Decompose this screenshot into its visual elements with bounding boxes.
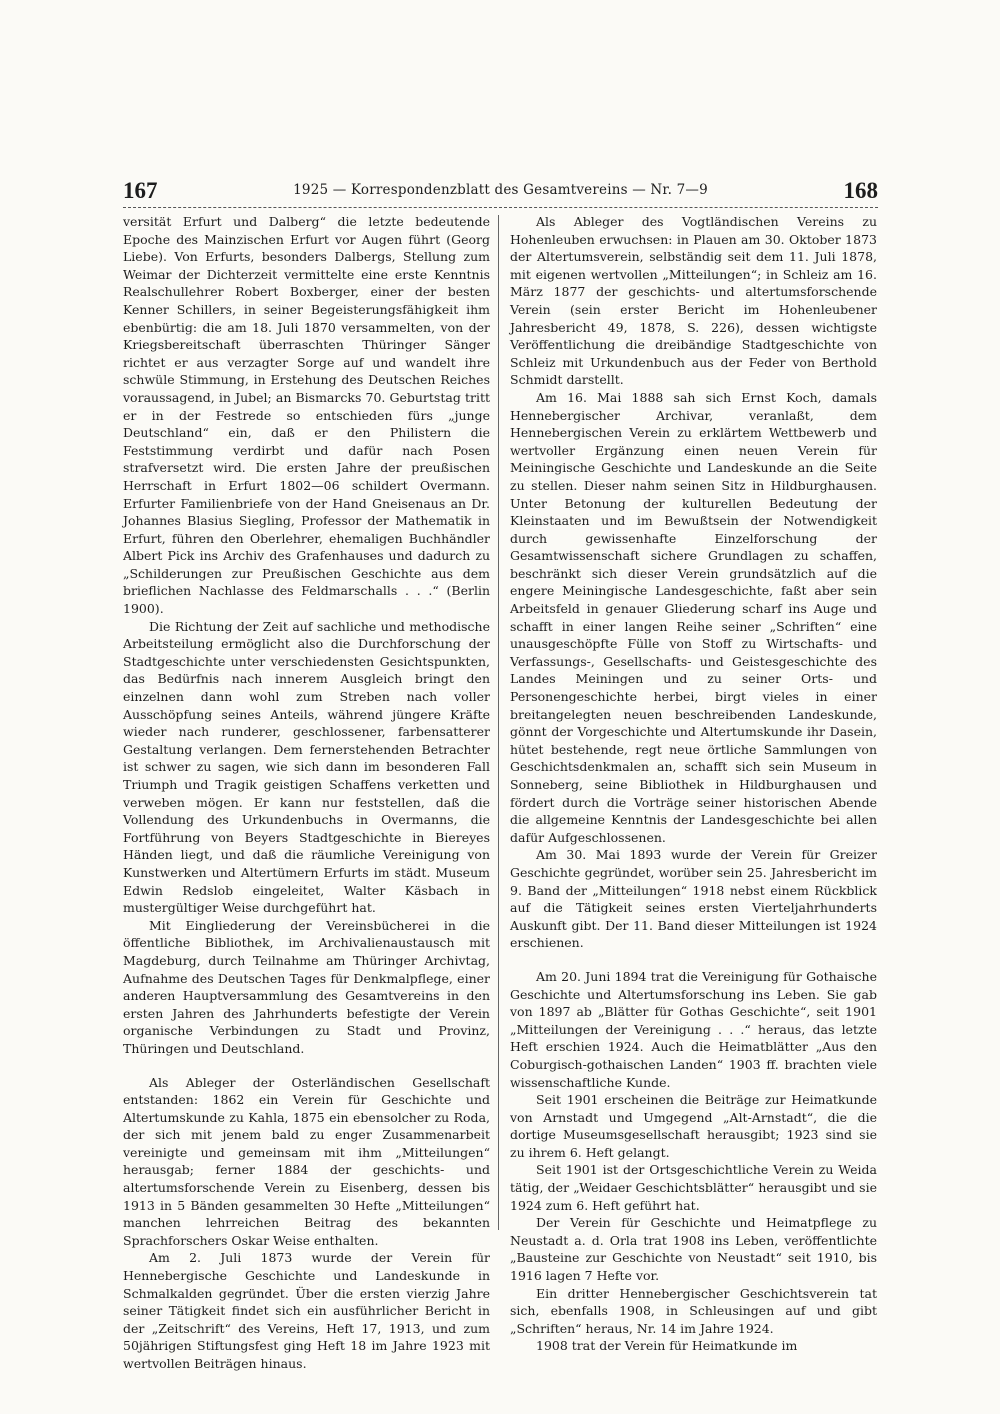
right-column xyxy=(510,213,877,1355)
paragraph: Am 2. Juli 1873 wurde der Verein für Hennebergische Geschichte und Landeskunde in Schmalkalden gegründet. Über die ersten vierzig Jahre seiner Tätigkeit findet sich ein ausführlicher Bericht in der „Zeitschrift“ des Vereins, Heft 17, 1913, und zum 50jährigen Stiftungsfest ging Heft 18 im Jahre 1923 mit wertvollen Beiträgen hinaus. xyxy=(123,1250,490,1371)
paragraph: 1908 trat der Verein für Heimatkunde im xyxy=(536,1338,798,1354)
left-column xyxy=(123,213,490,1373)
journal-running-title: 1925 — Korrespondenzblatt des Gesamtvereins — Nr. 7—9 xyxy=(293,182,708,198)
paragraph: Am 16. Mai 1888 sah sich Ernst Koch, damals Hennebergischer Archivar, veranlaßt, dem Hennebergischen Verein zu erklärtem Wettbewerb und wertvoller Ergänzung einen neuen Verein für Meiningische Geschichte und Landeskunde an die Seite zu stellen. Dieser nahm seinen Sitz in Hildburghausen. Unter Betonung der kulturellen Bedeutung der Kleinstaaten und im Bewußtsein der Notwendigkeit durch gewissenhafte Einzelforschung der Gesamtwissenschaft sichere Grundlagen zu schaffen, beschränkt sich dieser Verein grundsätzlich auf die engere Meiningische Landesgeschichte, faßt aber sein Arbeitsfeld in genauer Gliederung scharf ins Auge und schafft in einer langen Reihe seiner „Schriften“ eine unausgeschöpfte Fülle von Stoff zu Wirtschafts- und Verfassungs-, Gesellschafts- und Geistesgeschichte des Landes Meiningen und zu seiner Orts- und Personengeschichte herbei, birgt vieles in einer breitangelegten neuen beschreibenden Landeskunde, gönnt der Vorgeschichte und Altertumskunde ihr Dasein, hütet bestehende, regt neue örtliche Sammlungen von Geschichtsdenkmalen an, schafft sich sein Museum in Sonneberg, seine Bibliothek in Hildburghausen und fördert durch die Vorträge seiner historischen Abende die allgemeine Kenntnis der Landesgeschichte bei allen dafür Aufgeschlossenen. xyxy=(510,389,877,845)
header-rule xyxy=(123,207,878,208)
paragraph: Seit 1901 erscheinen die Beiträge zur Heimatkunde von Arnstadt und Umgegend „Alt-Arnstadt“, die die dortige Museumsgesellschaft herausgibt; 1923 sind sie zu ihrem 6. Heft gelangt. xyxy=(510,1092,877,1160)
running-header xyxy=(123,176,878,210)
paragraph: versität Erfurt und Dalberg“ die letzte bedeutende Epoche des Mainzischen Erfurt vor Augen führt (Georg Liebe). Von Erfurts, besonders Dalbergs, Stellung zum Weimar der Dichterzeit vermittelte eine erste Kenntnis Realschullehrer Robert Boxberger, einer der besten Kenner Schillers, in seiner Begeisterungsfähigkeit ihm ebenbürtig: die am 18. Juli 1870 versammelten, von der Kriegsbereitschaft überraschten Thüringer Sänger richtet er aus verzagter Sorge auf und wandelt ihre schwüle Stimmung, in Erstehung des Deutschen Reiches voraussagend, in Jubel; an Bismarcks 70. Geburtstag tritt er in der Festrede so entschieden fürs „junge Deutschland“ ein, daß er den Philistern die Feststimmung verdirbt und dafür nach Posen strafversetzt wird. Die ersten Jahre der preußischen Herrschaft in Erfurt 1802—06 schildert Overmann. Erfurter Familienbriefe von der Hand Gneisenaus an Dr. Johannes Blasius Siegling, Professor der Mathematik in Erfurt, führen den Oberlehrer, ehemaligen Buchhändler Albert Pick ins Archiv des Grafenhauses und dadurch zu „Schilderungen zur Preußischen Geschichte aus dem brieflichen Nachlasse des Feldmarschalls . . .“ (Berlin 1900). xyxy=(123,214,490,617)
paragraph: Der Verein für Geschichte und Heimatpflege zu Neustadt a. d. Orla trat 1908 ins Leben, veröffentlichte „Bausteine zur Geschichte von Neustadt“ seit 1910, bis 1916 lagen 7 Hefte vor. xyxy=(510,1215,877,1284)
column-divider xyxy=(498,215,499,1230)
paragraph: Als Ableger des Vogtländischen Vereins zu Hohenleuben erwuchsen: in Plauen am 30. Oktober 1873 der Altertumsverein, selbständig seit dem 11. Juli 1878, mit eigenen wertvollen „Mitteilungen“; in Schleiz am 16. März 1877 der geschichts- und altertumsforschende Verein (sein erster Bericht im Hohenleubener Jahresbericht 49, 1878, S. 226), dessen wichtigste Veröffentlichung die dreibändige Stadtgeschichte von Schleiz mit Urkundenbuch aus der Feder von Berthold Schmidt darstellt. xyxy=(510,214,877,388)
paragraph: Seit 1901 ist der Ortsgeschichtliche Verein zu Weida tätig, der „Weidaer Geschichtsblätter“ herausgibt und sie 1924 zum 6. Heft geführt hat. xyxy=(510,1162,877,1213)
paragraph: Mit Eingliederung der Vereinsbücherei in die öffentliche Bibliothek, im Archivalienaustausch mit Magdeburg, durch Teilnahme am Thüringer Archivtag, Aufnahme des Deutschen Tages für Denkmalpflege, einer anderen Hauptversammlung des Gesamtvereins in den ersten Jahren des Jahrhunderts befestigte der Verein organische Verbindungen zu Stadt und Provinz, Thüringen und Deutschland. xyxy=(123,917,490,1056)
paragraph: Die Richtung der Zeit auf sachliche und methodische Arbeitsteilung ermöglicht also die Durchforschung der Stadtgeschichte unter verschiedensten Gesichtspunkten, das Bedürfnis nach innerem Ausgleich bringt den einzelnen dann wohl zum Streben nach voller Ausschöpfung seines Anteils, während jüngere Kräfte wieder nach runderer, geschlossener, farbensatterer Gestaltung verlangen. Dem fernerstehenden Betrachter ist schwer zu sagen, wie sich dann im besonderen Fall Triumph und Tragik geistigen Schaffens verketten und verweben mögen. Er kann nur feststellen, daß die Vollendung des Urkundenbuchs in Overmanns, die Fortführung von Beyers Stadtgeschichte in Biereyes Händen liegt, und daß die räumliche Vereinigung von Kunstwerken und Altertümern Erfurts im städt. Museum Edwin Redslob eingeleitet, Walter Käsbach in mustergültiger Weise durchgeführt hat. xyxy=(123,618,490,916)
paragraph: Am 20. Juni 1894 trat die Vereinigung für Gothaische Geschichte und Altertumsforschung ins Leben. Sie gab von 1897 ab „Blätter für Gothas Geschichte“, seit 1901 „Mitteilungen der Vereinigung . . .“ heraus, das letzte Heft erschien 1924. Auch die Heimatblätter „Aus den Coburgisch-gothaischen Landen“ 1903 ff. brachten viele wissenschaftliche Kunde. xyxy=(510,968,877,1090)
left-page-number: 167 xyxy=(123,178,158,203)
paragraph: Ein dritter Hennebergischer Geschichtsverein tat sich, ebenfalls 1908, in Schleusingen auf und gibt „Schriften“ heraus, Nr. 14 im Jahre 1924. xyxy=(510,1285,877,1336)
paragraph: Am 30. Mai 1893 wurde der Verein für Greizer Geschichte gegründet, worüber sein 25. Jahresbericht im 9. Band der „Mitteilungen“ 1918 nebst einem Rückblick auf die Tätigkeit seines ersten Vierteljahrhunderts Auskunft gibt. Der 11. Band dieser Mitteilungen ist 1924 erschienen. xyxy=(510,847,877,951)
paragraph: Als Ableger der Osterländischen Gesellschaft entstanden: 1862 ein Verein für Geschichte und Altertumskunde zu Kahla, 1875 ein ebensolcher zu Roda, der sich mit jenem bald zu enger Zusammenarbeit vereinigte und gemeinsam mit ihm „Mitteilungen“ herausgab; ferner 1884 der geschichts- und altertumsforschende Verein zu Eisenberg, dessen bis 1913 in 5 Bänden gesammelten 30 Hefte „Mitteilungen“ manchen lehrreichen Beitrag des bekannten Sprachforschers Oskar Weise enthalten. xyxy=(123,1074,490,1248)
right-page-number: 168 xyxy=(843,178,878,203)
